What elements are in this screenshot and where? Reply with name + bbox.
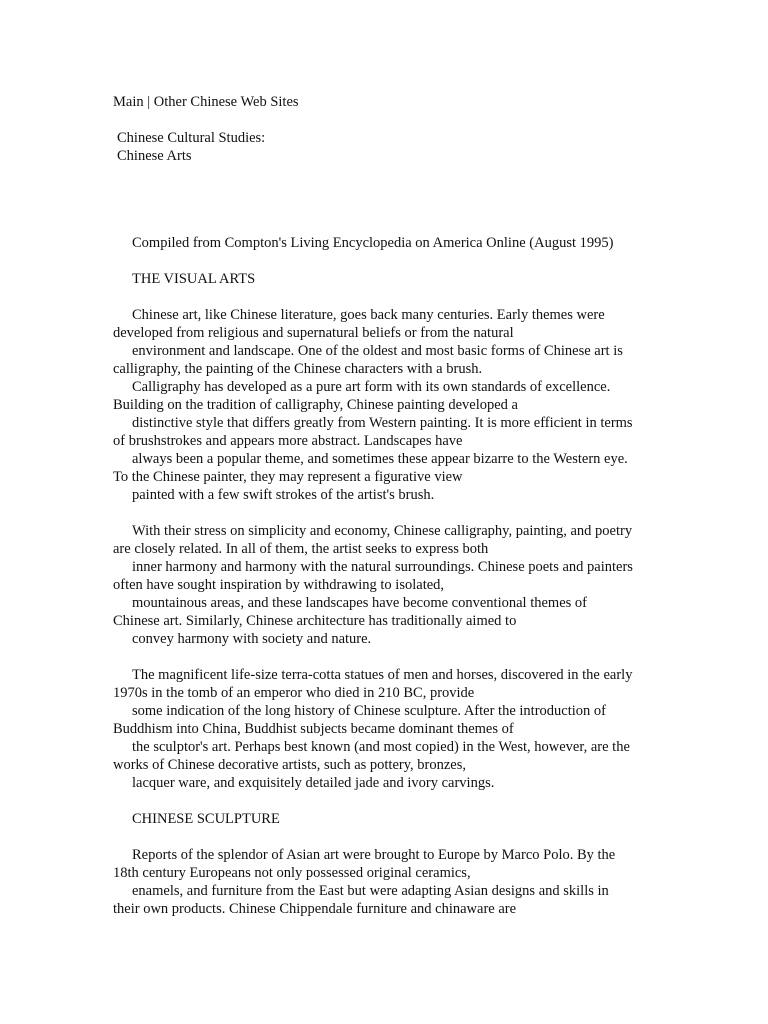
top-navigation — [113, 93, 299, 111]
other-chinese-web-sites-link[interactable]: Other Chinese Web Sites — [153, 94, 299, 110]
intro-paragraph — [113, 234, 635, 252]
text-line: their own products. Chinese Chippendale furniture and chinaware are — [113, 901, 517, 917]
text-line: some indication of the long history of Chinese sculpture. After the introduction of — [132, 703, 606, 719]
text-line: always been a popular theme, and sometimes these appear bizarre to the Western eye. — [132, 451, 628, 467]
intro-text: Compiled from Compton's Living Encyclopedia on America Online (August 1995) — [132, 235, 614, 251]
text-line: of brushstrokes and appears more abstract. Landscapes have — [113, 433, 463, 449]
text-line: The magnificent life-size terra-cotta statues of men and horses, discovered in the early — [132, 667, 633, 683]
text-line: 18th century Europeans not only possessed original ceramics, — [113, 865, 471, 881]
heading-line-2: Chinese Arts — [117, 148, 192, 164]
section-heading-sculpture — [113, 810, 635, 828]
text-line: Calligraphy has developed as a pure art form with its own standards of excellence. — [132, 379, 611, 395]
text-line: Reports of the splendor of Asian art were brought to Europe by Marco Polo. By the — [132, 847, 616, 863]
section-heading-visual-arts — [113, 270, 635, 288]
paragraph-terra-cotta — [113, 666, 635, 792]
heading-line-1: Chinese Cultural Studies: — [117, 130, 266, 146]
text-line: Building on the tradition of calligraphy, Chinese painting developed a — [113, 397, 518, 413]
section-heading-text: THE VISUAL ARTS — [132, 271, 256, 287]
paragraph-visual-arts — [113, 306, 635, 504]
text-line: environment and landscape. One of the oldest and most basic forms of Chinese art is — [132, 343, 623, 359]
section-heading-text: CHINESE SCULPTURE — [132, 811, 280, 827]
paragraph-calligraphy-poetry — [113, 522, 635, 648]
main-link[interactable]: Main — [113, 94, 144, 110]
paragraph-marco-polo — [113, 846, 635, 918]
text-line: Chinese art. Similarly, Chinese architecture has traditionally aimed to — [113, 613, 517, 629]
page-heading — [117, 129, 265, 165]
text-line: often have sought inspiration by withdrawing to isolated, — [113, 577, 445, 593]
article-body — [113, 234, 635, 936]
text-line: inner harmony and harmony with the natural surroundings. Chinese poets and painters — [132, 559, 633, 575]
text-line: distinctive style that differs greatly from Western painting. It is more efficient in terms — [132, 415, 633, 431]
text-line: enamels, and furniture from the East but were adapting Asian designs and skills in — [132, 883, 609, 899]
text-line: works of Chinese decorative artists, such as pottery, bronzes, — [113, 757, 467, 773]
text-line: Buddhism into China, Buddhist subjects became dominant themes of — [113, 721, 514, 737]
nav-separator: | — [143, 94, 154, 110]
text-line: mountainous areas, and these landscapes have become conventional themes of — [132, 595, 587, 611]
text-line: convey harmony with society and nature. — [132, 631, 372, 647]
text-line: With their stress on simplicity and economy, Chinese calligraphy, painting, and poetry — [132, 523, 633, 539]
text-line: Chinese art, like Chinese literature, goes back many centuries. Early themes were — [132, 307, 605, 323]
text-line: lacquer ware, and exquisitely detailed jade and ivory carvings. — [132, 775, 495, 791]
text-line: are closely related. In all of them, the artist seeks to express both — [113, 541, 489, 557]
text-line: painted with a few swift strokes of the artist's brush. — [132, 487, 435, 503]
text-line: To the Chinese painter, they may represent a figurative view — [113, 469, 463, 485]
text-line: the sculptor's art. Perhaps best known (and most copied) in the West, however, are the — [132, 739, 630, 755]
text-line: calligraphy, the painting of the Chinese characters with a brush. — [113, 361, 483, 377]
text-line: developed from religious and supernatural beliefs or from the natural — [113, 325, 514, 341]
text-line: 1970s in the tomb of an emperor who died in 210 BC, provide — [113, 685, 475, 701]
